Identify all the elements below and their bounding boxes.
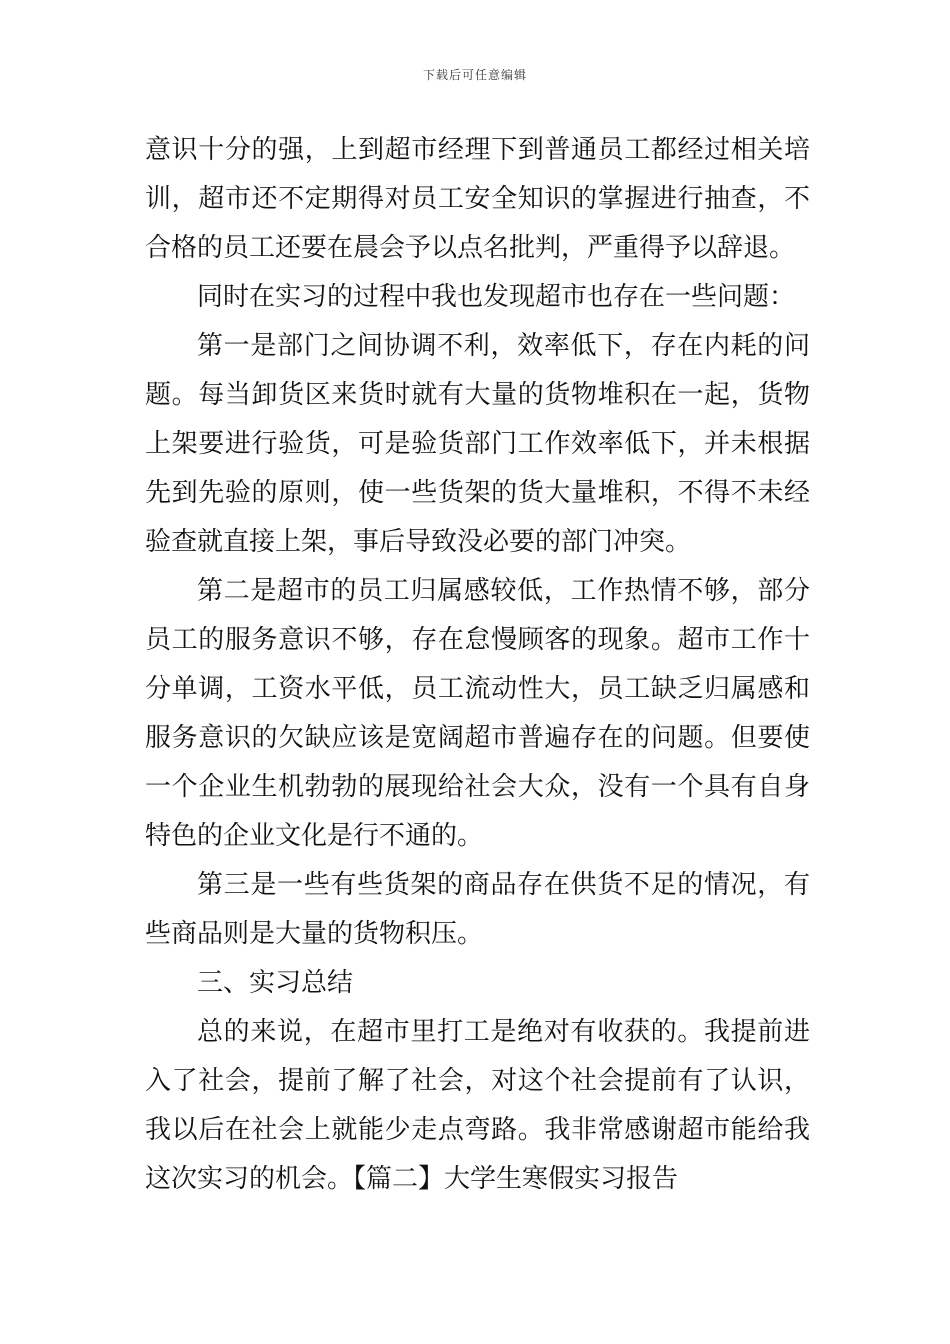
paragraph-problem-two: 第二是超市的员工归属感较低，工作热情不够，部分员工的服务意识不够，存在怠慢顾客的现象。超市工作十分单调，工资水平低，员工流动性大，员工缺乏归属感和服务意识的欠缺应该是宽阔超市普遍存在的问题。但要使一个企业生机勃勃的展现给社会大众，没有一个具有自身特色的企业文化是行不通的。 (145, 576, 810, 851)
page-header-note: 下载后可任意编辑 (422, 68, 527, 82)
paragraph-summary: 总的来说，在超市里打工是绝对有收获的。我提前进入了社会，提前了解了社会，对这个社会提前有了认识，我以后在社会上就能少走点弯路。我非常感谢超市能给我这次实习的机会。【篇二】大学生寒假实习报告 (145, 1017, 810, 1194)
document-body (145, 126, 810, 1204)
section-heading-summary: 三、实习总结 (197, 968, 354, 998)
paragraph-problem-one: 第一是部门之间协调不利，效率低下，存在内耗的问题。每当卸货区来货时就有大量的货物堆积在一起，货物上架要进行验货，可是验货部门工作效率低下，并未根据先到先验的原则，使一些货架的货大量堆积，不得不未经验查就直接上架，事后导致没必要的部门冲突。 (145, 331, 810, 557)
paragraph-problem-three: 第三是一些有些货架的商品存在供货不足的情况，有些商品则是大量的货物积压。 (145, 870, 810, 949)
paragraph-safety-training: 意识十分的强，上到超市经理下到普通员工都经过相关培训，超市还不定期得对员工安全知识的掌握进行抽查，不合格的员工还要在晨会予以点名批判，严重得予以辞退。 (145, 135, 810, 263)
paragraph-problems-intro: 同时在实习的过程中我也发现超市也存在一些问题： (197, 282, 796, 312)
